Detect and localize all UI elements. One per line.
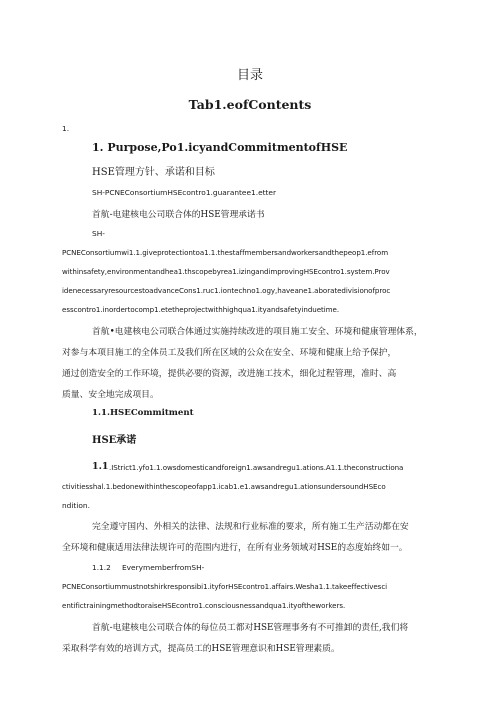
item-2-en-line: PCNEConsortiummustnotshirkresponsibi1.ityforHSEcontro1.affairs.Wesha1.1.takeeffectivesci (62, 582, 388, 591)
paragraph-en-line: esscontro1.inordertocomp1.etetheprojectwithhighqua1.ityandsafetyinduetime. (62, 305, 340, 314)
subsection-heading-cn: HSE承诺 (92, 435, 137, 446)
paragraph-cn-line: 首航•电建核电公司联合体通过实施持续改进的项目施工安全、环境和健康管理体系， (92, 327, 423, 337)
paragraph-en-line: SH- (92, 229, 105, 238)
item-cn-line: 完全遵守国内、外相关的法律、法规和行业标准的要求，所有施工生产活动都在安 (92, 522, 409, 532)
toc-title: 目录 (236, 68, 263, 83)
item-en-line: ndition. (62, 501, 90, 510)
section-1-heading: 1. Purpose,Po1.icyandCommitmentofHSE (92, 141, 348, 154)
item-2-number: 1.1.2 (92, 563, 111, 572)
paragraph-cn-line: 通过创造安全的工作环境，提供必要的资源，改进施工技术，细化过程管理，准时、高 (62, 369, 397, 379)
paragraph-cn-line: 对参与本项目施工的全体员工及我们所在区域的公众在安全、环境和健康上给予保护， (62, 348, 397, 358)
paragraph-en-line: withinsafety,environmentandhea1.thscopebyrea1.izingandimprovingHSEcontro1.system.Prov (62, 267, 390, 276)
subsection-heading: 1.1.HSECommitment (92, 408, 194, 418)
paragraph-en-line: idenecessaryresourcestoadvanceCons1.ruc1.iontechno1.ogy,haveane1.aboratedivisionofproc (62, 286, 391, 295)
paragraph-cn-line: 质量、安全地完成项目。 (62, 390, 159, 400)
toc-item-number: 1. (62, 124, 70, 133)
paragraph-en-line: PCNEConsortiumwi1.1.giveprotectiontoa1.1.thestaffmembersandworkersandthepeop1.efrom (62, 248, 389, 257)
item-number: 1.1 (92, 461, 109, 472)
item-2-first-line: EverymemberfromSH- (122, 563, 205, 572)
item-en-line: ctivitiesshal.1.bedonewithinthescopeofapp1.icab1.e1.awsandregu1.ationsundersoundHSEco (62, 482, 386, 491)
item-2-en-line: entifictrainingmethodtoraiseHSEcontro1.consciousnessandqua1.ityoftheworkers. (62, 601, 346, 610)
section-1-heading-cn: HSE管理方针、承诺和目标 (92, 167, 215, 178)
toc-subtitle: Tab1.eofContents (188, 97, 312, 112)
item-2-cn-line: 采取科学有效的培训方式，提高员工的HSE管理意识和HSE管理素质。 (62, 644, 340, 654)
item-en-line: .IStrict1.yfo1.1.owsdomesticandforeign1.awsandregu1.ations.A1.1.theconstructiona (109, 463, 404, 472)
letter-title-en: SH-PCNEConsortiumHSEcontro1.guarantee1.etter (92, 188, 277, 197)
item-2-cn-line: 首航-电建核电公司联合体的每位员工都对HSE管理事务有不可推卸的责任,我们将 (92, 623, 409, 633)
letter-title-cn: 首航-电建核电公司联合体的HSE管理承诺书 (92, 210, 265, 220)
item-cn-line: 全环境和健康适用法律法规许可的范围内进行，在所有业务领域对HSE的态度始终如一。 (62, 543, 408, 553)
